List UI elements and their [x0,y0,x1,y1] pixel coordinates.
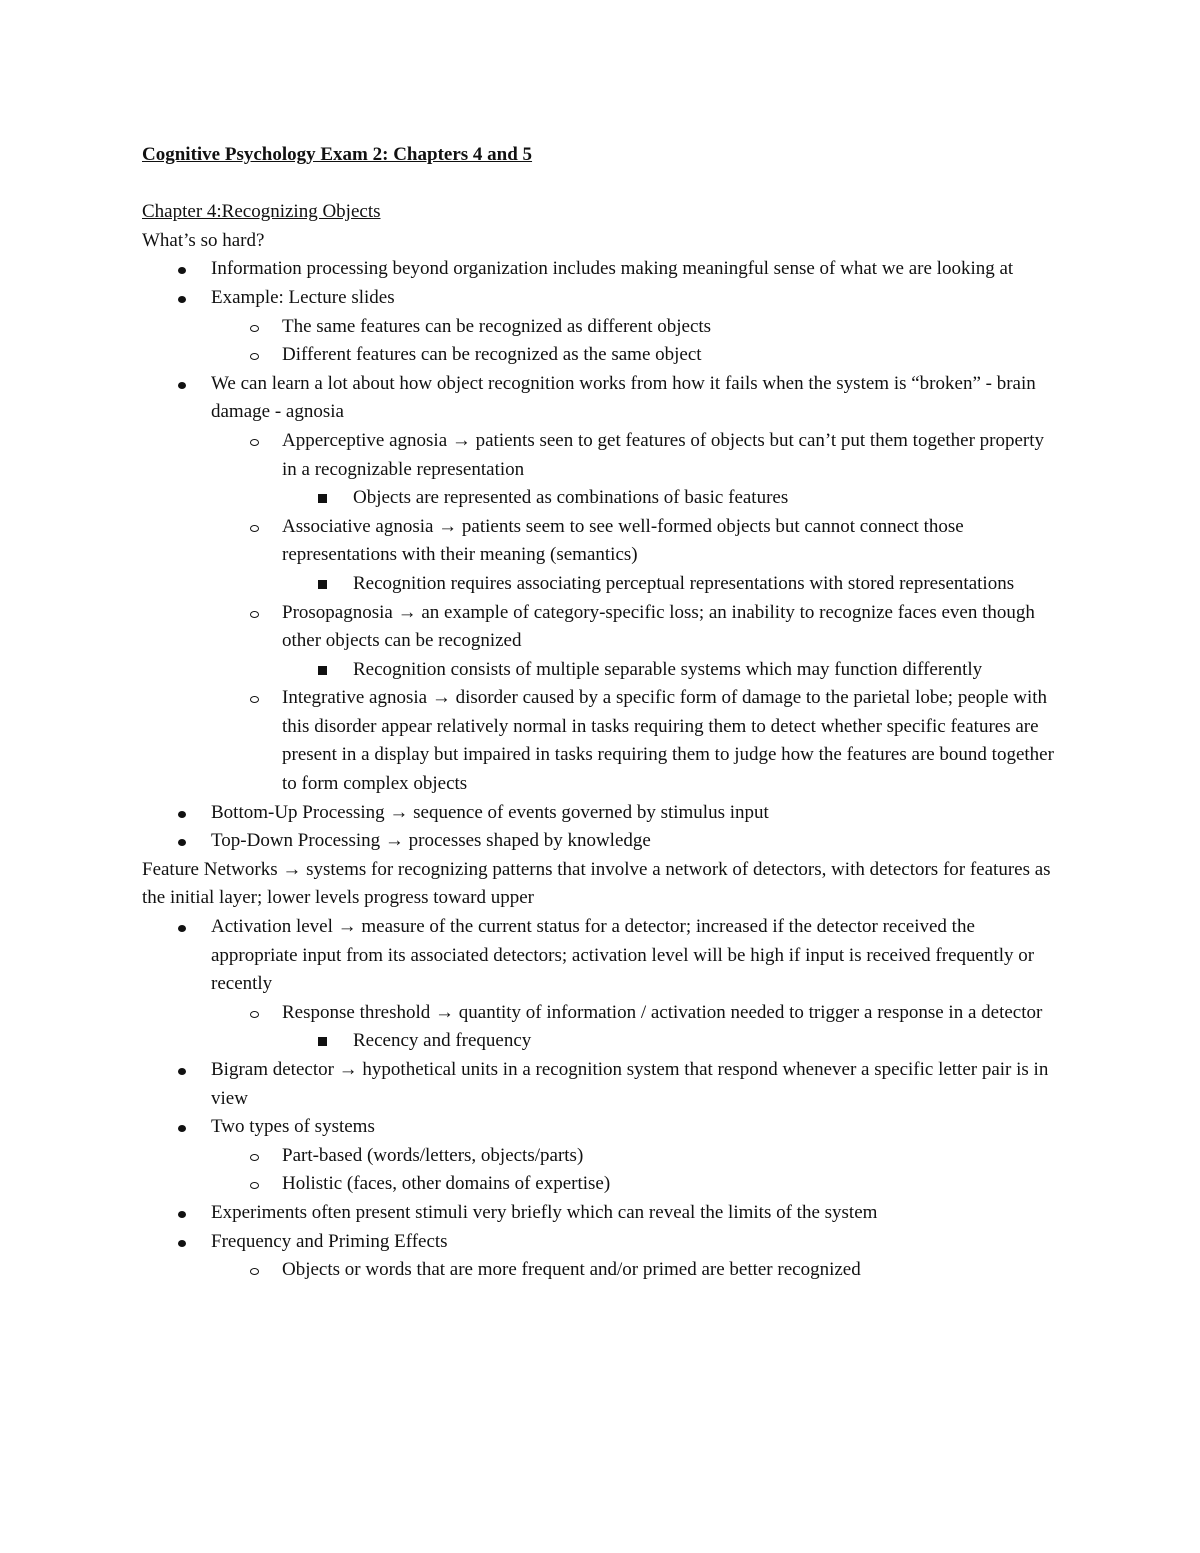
bullet-square-icon [318,484,327,513]
bullet-circle-icon [250,341,259,370]
list-item-text: Bottom-Up Processing → sequence of events governed by stimulus input [211,801,769,823]
list-item-text: Bigram detector → hypothetical units in a recognition system that respond whenever a specific letter pair is in view [211,1059,1049,1109]
list-item [142,1228,1062,1257]
list-item [142,827,1062,856]
list-item [142,913,1062,999]
list-item-text: Top-Down Processing → processes shaped by knowledge [211,830,651,852]
list-item [142,1256,1062,1285]
bullet-dot-icon [178,799,186,828]
bullet-circle-icon [250,999,259,1028]
list-item-text: Activation level → measure of the current status for a detector; increased if the detector received the appropriate input from its associated detectors; activation level will be high if input is received frequently or recently [211,916,1035,995]
document-body [142,141,1062,1285]
list-item [142,284,1062,313]
list-item [142,684,1062,798]
bullet-circle-icon [250,684,259,713]
list-item [142,570,1062,599]
list-item [142,1142,1062,1171]
bullet-dot-icon [178,1113,186,1142]
list-item [142,484,1062,513]
list-item-text: Recognition requires associating perceptual representations with stored representations [353,572,1015,594]
list-item-text: Different features can be recognized as the same object [282,344,702,366]
list-item-text: Recency and frequency [353,1030,532,1052]
list-item [142,1170,1062,1199]
bullet-circle-icon [250,427,259,456]
list-item-text: Part-based (words/letters, objects/parts) [282,1144,584,1166]
list-item-text: Objects or words that are more frequent and/or primed are better recognized [282,1259,861,1281]
list-item-text: We can learn a lot about how object recognition works from how it fails when the system is “broken” - brain damage - agnosia [211,372,1036,423]
list-item-text: Integrative agnosia → disorder caused by a specific form of damage to the parietal lobe; people with this disorder appear relatively normal in tasks requiring them to detect whether specific features are present in a display but impaired in tasks requiring them to judge how the features are bound together to form complex objects [282,687,1054,795]
list-item [142,370,1062,427]
bullet-square-icon [318,1027,327,1056]
list-item [142,1199,1062,1228]
list-item [142,999,1062,1028]
list-item-text: Recognition consists of multiple separable systems which may function differently [353,658,983,680]
bullet-circle-icon [250,513,259,542]
document-title: Cognitive Psychology Exam 2: Chapters 4 and 5 [142,144,533,165]
section-heading-whats-so-hard: What’s so hard? [142,229,265,251]
list-item-text: The same features can be recognized as different objects [282,315,712,337]
list-item-text: Response threshold → quantity of information / activation needed to trigger a response in a detector [282,1001,1043,1023]
list-item-text: Example: Lecture slides [211,286,395,308]
list-item [142,599,1062,656]
list-item-text: Two types of systems [211,1116,375,1138]
list-item-text: Holistic (faces, other domains of expertise) [282,1173,611,1195]
chapter-heading: Chapter 4:Recognizing Objects [142,201,381,223]
list-item [142,799,1062,828]
bullet-circle-icon [250,313,259,342]
bullet-dot-icon [178,1199,186,1228]
bullet-dot-icon [178,1228,186,1257]
feature-networks-paragraph: Feature Networks → systems for recognizing patterns that involve a network of detectors, with detectors for features as the initial layer; lower levels progress toward upper [142,858,1051,909]
list-item [142,656,1062,685]
list-item-text: Associative agnosia → patients seem to see well-formed objects but cannot connect those representations with their meaning (semantics) [282,515,964,566]
bullet-dot-icon [178,827,186,856]
list-item-text: Information processing beyond organization includes making meaningful sense of what we are looking at [211,258,1014,280]
list-item [142,341,1062,370]
bullet-dot-icon [178,284,186,313]
bullet-dot-icon [178,1056,186,1085]
bullet-circle-icon [250,1170,259,1199]
list-item [142,427,1062,484]
list-item-text: Experiments often present stimuli very briefly which can reveal the limits of the system [211,1201,878,1223]
bullet-dot-icon [178,370,186,399]
list-item [142,313,1062,342]
list-item-text: Objects are represented as combinations of basic features [353,487,789,509]
bullet-circle-icon [250,1256,259,1285]
bullet-circle-icon [250,599,259,628]
list-item [142,255,1062,284]
list-item [142,1027,1062,1056]
list-item-text: Frequency and Priming Effects [211,1230,448,1252]
bullet-square-icon [318,656,327,685]
list-item [142,1056,1062,1113]
bullet-dot-icon [178,255,186,284]
bullet-square-icon [318,570,327,599]
list-item-text: Apperceptive agnosia → patients seen to get features of objects but can’t put them together property in a recognizable representation [282,429,1045,480]
bullet-circle-icon [250,1142,259,1171]
blank-line [142,170,1062,199]
list-item [142,1113,1062,1142]
list-item [142,513,1062,570]
list-item-text: Prosopagnosia → an example of category-specific loss; an inability to recognize faces even though other objects can be recognized [282,601,1035,652]
bullet-dot-icon [178,913,186,942]
